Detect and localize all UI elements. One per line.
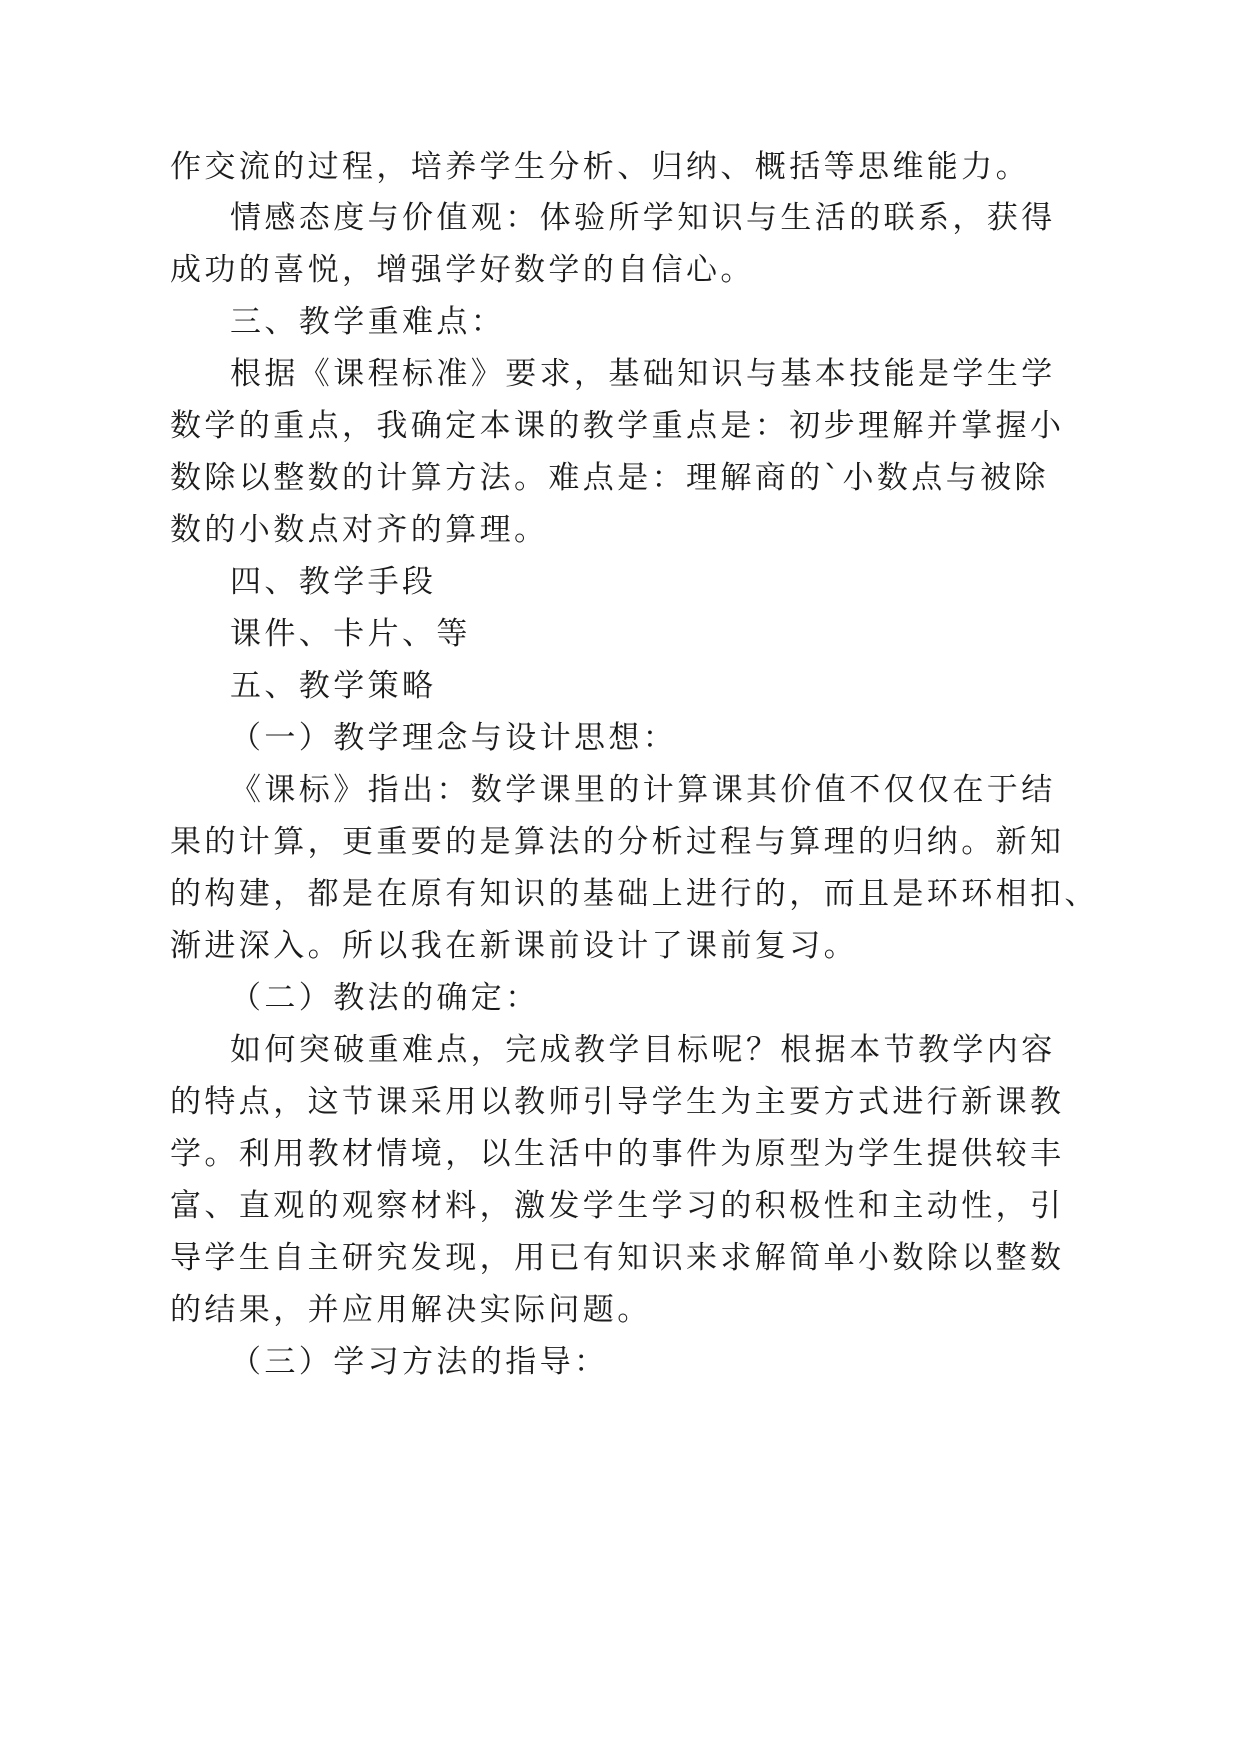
text-line: 数学的重点，我确定本课的教学重点是：初步理解并掌握小	[170, 408, 1065, 444]
section-heading: 三、教学重难点：	[230, 304, 506, 340]
text-line: 根据《课程标准》要求，基础知识与基本技能是学生学	[230, 356, 1056, 392]
text-line: 果的计算，更重要的是算法的分析过程与算理的归纳。新知	[170, 824, 1065, 860]
text-line: 情感态度与价值观：体验所学知识与生活的联系，获得	[230, 200, 1056, 236]
text-line: 学。利用教材情境，以生活中的事件为原型为学生提供较丰	[170, 1136, 1065, 1172]
section-heading: 五、教学策略	[230, 668, 437, 704]
subsection-heading: （三）学习方法的指导：	[230, 1344, 609, 1380]
text-line: 的特点，这节课采用以教师引导学生为主要方式进行新课教	[170, 1084, 1065, 1120]
text-line: 渐进深入。所以我在新课前设计了课前复习。	[170, 928, 858, 964]
section-heading: 四、教学手段	[230, 564, 437, 600]
text-line: 导学生自主研究发现，用已有知识来求解简单小数除以整数	[170, 1240, 1065, 1276]
text-line: 课件、卡片、等	[230, 616, 471, 652]
text-line: 的构建，都是在原有知识的基础上进行的，而且是环环相扣、	[170, 876, 1099, 912]
text-line: 数的小数点对齐的算理。	[170, 512, 549, 548]
text-line: 成功的喜悦，增强学好数学的自信心。	[170, 252, 755, 288]
subsection-heading: （二）教法的确定：	[230, 980, 540, 1016]
subsection-heading: （一）教学理念与设计思想：	[230, 720, 678, 756]
text-line: 《课标》指出：数学课里的计算课其价值不仅仅在于结	[230, 772, 1056, 808]
text-line: 的结果，并应用解决实际问题。	[170, 1292, 652, 1328]
text-line: 富、直观的观察材料，激发学生学习的积极性和主动性，引	[170, 1188, 1065, 1224]
text-line: 数除以整数的计算方法。难点是：理解商的`小数点与被除	[170, 460, 1049, 496]
text-line: 作交流的过程，培养学生分析、归纳、概括等思维能力。	[170, 149, 1030, 185]
text-line: 如何突破重难点，完成教学目标呢？根据本节教学内容	[230, 1032, 1056, 1068]
